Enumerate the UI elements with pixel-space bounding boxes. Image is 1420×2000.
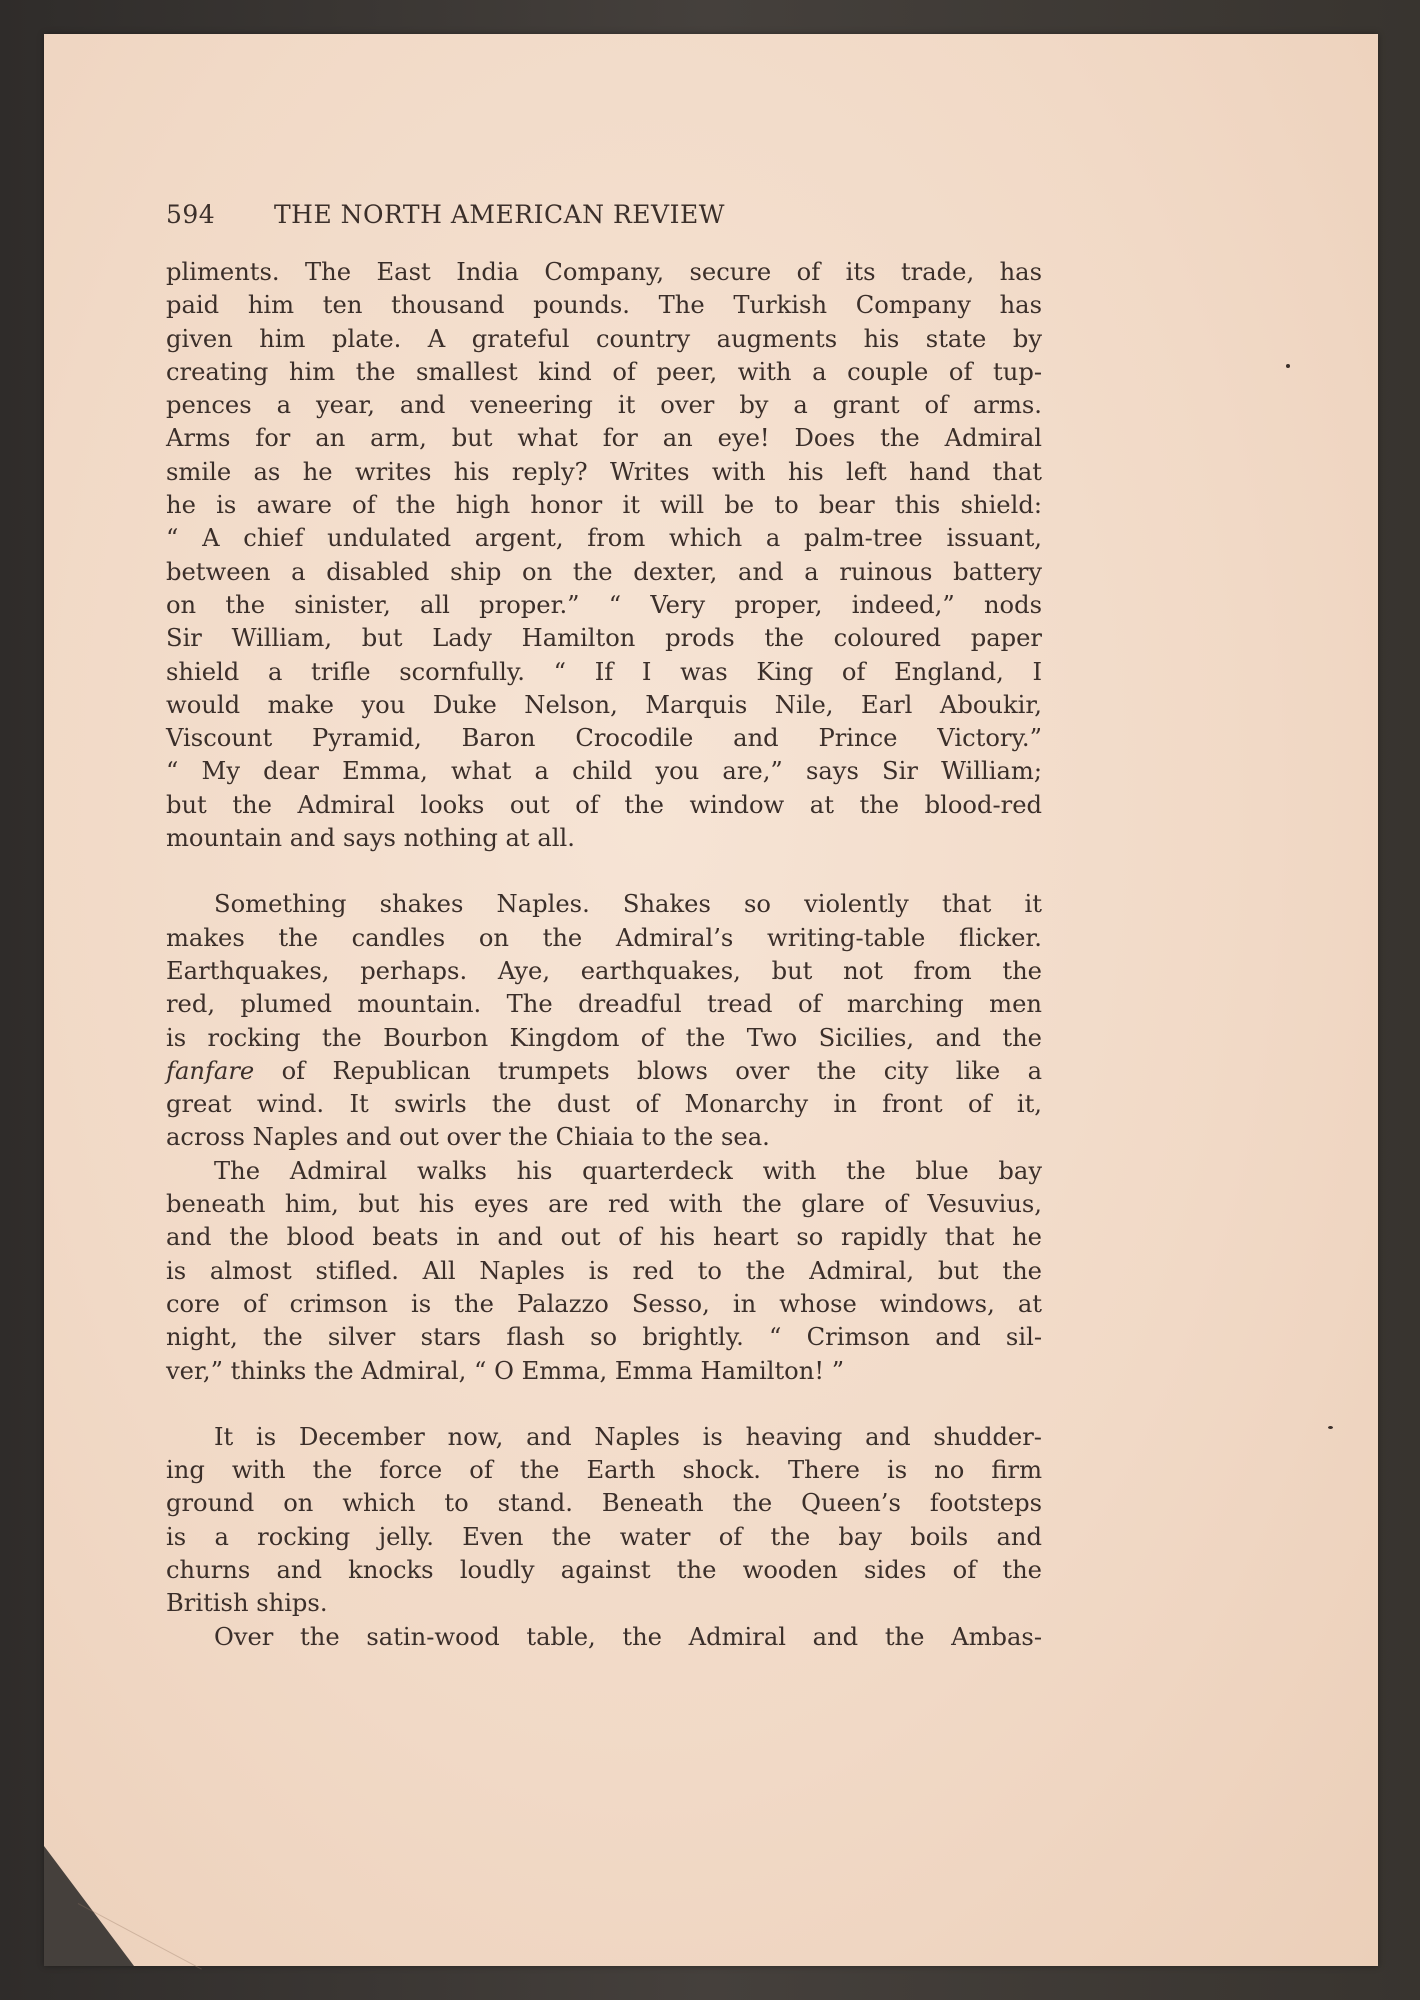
page-number: 594 [166,200,216,229]
text-line: churns and knocks loudly against the wooden sides of the [166,1555,1042,1584]
paper-speck [1328,1426,1333,1429]
text-line: Something shakes Naples. Shakes so violently that it [214,890,1042,919]
text-line: is rocking the Bourbon Kingdom of the Two Sicilies, and the [166,1023,1042,1052]
text-line: ver,” thinks the Admiral, “ O Emma, Emma Hamilton! ” [166,1356,845,1385]
text-line: Over the satin-wood table, the Admiral and the Ambas- [214,1622,1042,1651]
text-line: Sir William, but Lady Hamilton prods the coloured paper [166,624,1042,653]
text-line: between a disabled ship on the dexter, and a ruinous battery [166,557,1042,586]
text-line: night, the silver stars flash so brightly. “ Crimson and sil- [166,1323,1042,1352]
text-line: paid him ten thousand pounds. The Turkish Company has [166,291,1042,320]
paragraph [166,1155,1042,1388]
text-line: ing with the force of the Earth shock. There is no firm [166,1456,1042,1485]
text-line: core of crimson is the Palazzo Sesso, in whose windows, at [166,1289,1042,1318]
text-line: and the blood beats in and out of his heart so rapidly that he [166,1223,1042,1252]
text-line: “ My dear Emma, what a child you are,” says Sir William; [166,757,1042,786]
text-line: It is December now, and Naples is heaving and shudder- [214,1422,1042,1451]
text-line: across Naples and out over the Chiaia to the sea. [166,1123,770,1152]
text-line: makes the candles on the Admiral’s writing-table flicker. [166,923,1042,952]
text-line: The Admiral walks his quarterdeck with the blue bay [214,1156,1042,1185]
text-line: Earthquakes, perhaps. Aye, earthquakes, but not from the [166,956,1042,985]
text-line: given him plate. A grateful country augments his state by [166,324,1042,353]
text-line: fanfare of Republican trumpets blows over the city like a [166,1056,1042,1085]
paragraph [166,256,1042,855]
text-line: beneath him, but his eyes are red with the glare of Vesuvius, [166,1190,1042,1219]
paragraph [166,888,1042,1154]
text-line: pliments. The East India Company, secure of its trade, has [166,258,1042,286]
paragraph [166,1421,1042,1621]
section-break [166,855,1042,888]
torn-corner [44,1846,134,1966]
italic-word: fanfare [166,1056,255,1085]
text-line: ground on which to stand. Beneath the Queen’s footsteps [166,1489,1042,1518]
text-line: creating him the smallest kind of peer, with a couple of tup- [166,357,1042,386]
text-line: on the sinister, all proper.” “ Very proper, indeed,” nods [166,590,1042,619]
text-line: British ships. [166,1589,328,1618]
text-line: pences a year, and veneering it over by a grant of arms. [166,391,1042,420]
text-line: would make you Duke Nelson, Marquis Nile, Earl Aboukir, [166,690,1042,719]
text-line: but the Admiral looks out of the window at the blood-red [166,790,1042,819]
article-body [166,256,1042,1654]
text-line: red, plumed mountain. The dreadful tread of marching men [166,990,1042,1019]
text-line: shield a trifle scornfully. “ If I was King of England, I [166,657,1042,686]
text-line: he is aware of the high honor it will be to bear this shield: [166,491,1042,520]
text-line: great wind. It swirls the dust of Monarchy in front of it, [166,1090,1042,1119]
text-line: “ A chief undulated argent, from which a palm-tree issuant, [166,524,1042,553]
text-line: is a rocking jelly. Even the water of the bay boils and [166,1522,1042,1551]
journal-title: THE NORTH AMERICAN REVIEW [274,200,725,229]
text-line: smile as he writes his reply? Writes with his left hand that [166,457,1042,486]
text-line: Viscount Pyramid, Baron Crocodile and Prince Victory.” [166,724,1042,753]
paragraph [166,1621,1042,1654]
text-line: Arms for an arm, but what for an eye! Does the Admiral [166,424,1042,453]
text-line: is almost stifled. All Naples is red to the Admiral, but the [166,1256,1042,1285]
section-break [166,1388,1042,1421]
paper-speck [1286,364,1290,368]
text-line: mountain and says nothing at all. [166,824,575,853]
